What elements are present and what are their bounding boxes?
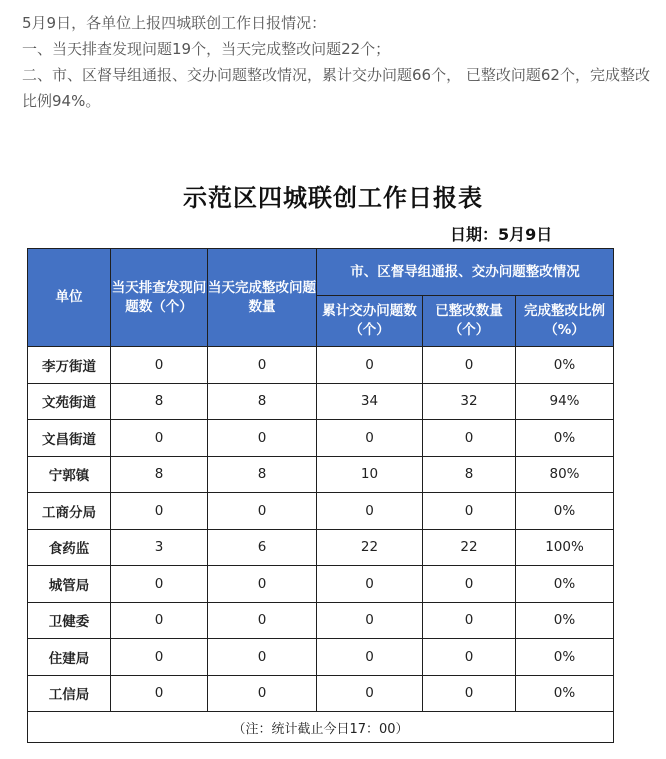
table-row — [28, 675, 614, 712]
cell-fixed: 8 — [208, 456, 317, 493]
cell-rectified: 0 — [423, 493, 516, 530]
cell-ratio: 80% — [516, 456, 614, 493]
cell-found: 0 — [111, 639, 208, 676]
header-group: 市、区督导组通报、交办问题整改情况 — [317, 249, 614, 296]
cell-assigned: 22 — [317, 529, 423, 566]
cell-unit: 住建局 — [28, 639, 111, 676]
report-title: 示范区四城联创工作日报表 — [183, 184, 483, 212]
header-found: 当天排查发现问题数（个） — [111, 249, 208, 347]
cell-fixed: 0 — [208, 639, 317, 676]
cell-found: 0 — [111, 420, 208, 457]
cell-found: 0 — [111, 602, 208, 639]
header-rectified: 已整改数量（个） — [423, 296, 516, 347]
cell-assigned: 0 — [317, 493, 423, 530]
cell-found: 0 — [111, 675, 208, 712]
cell-ratio: 0% — [516, 566, 614, 603]
cell-assigned: 0 — [317, 566, 423, 603]
cell-assigned: 0 — [317, 420, 423, 457]
cell-unit: 文苑街道 — [28, 383, 111, 420]
cell-fixed: 0 — [208, 347, 317, 384]
cell-found: 3 — [111, 529, 208, 566]
cell-assigned: 0 — [317, 347, 423, 384]
cell-assigned: 34 — [317, 383, 423, 420]
cell-rectified: 32 — [423, 383, 516, 420]
cell-unit: 文昌街道 — [28, 420, 111, 457]
cell-ratio: 0% — [516, 675, 614, 712]
cell-rectified: 8 — [423, 456, 516, 493]
intro-line-1: 5月9日，各单位上报四城联创工作日报情况： — [22, 14, 327, 32]
cell-unit: 城管局 — [28, 566, 111, 603]
cell-rectified: 0 — [423, 639, 516, 676]
cell-rectified: 0 — [423, 675, 516, 712]
cell-ratio: 0% — [516, 347, 614, 384]
report-table — [27, 248, 614, 743]
cell-assigned: 0 — [317, 639, 423, 676]
note-row — [28, 712, 614, 743]
cell-rectified: 0 — [423, 347, 516, 384]
table-row — [28, 347, 614, 384]
cell-found: 0 — [111, 566, 208, 603]
table-row — [28, 566, 614, 603]
cell-assigned: 0 — [317, 675, 423, 712]
table-row — [28, 639, 614, 676]
cell-unit: 工商分局 — [28, 493, 111, 530]
cell-fixed: 6 — [208, 529, 317, 566]
table-note: （注：统计截止今日17：00） — [28, 712, 614, 743]
cell-fixed: 0 — [208, 493, 317, 530]
cell-ratio: 94% — [516, 383, 614, 420]
header-unit: 单位 — [28, 249, 111, 347]
table-row — [28, 383, 614, 420]
cell-ratio: 0% — [516, 420, 614, 457]
report-date: 日期：5月9日 — [450, 225, 553, 244]
header-assigned: 累计交办问题数（个） — [317, 296, 423, 347]
cell-fixed: 8 — [208, 383, 317, 420]
cell-unit: 宁郭镇 — [28, 456, 111, 493]
table-row — [28, 493, 614, 530]
cell-fixed: 0 — [208, 602, 317, 639]
intro-line-2: 一、当天排查发现问题19个，当天完成整改问题22个； — [22, 40, 391, 58]
cell-fixed: 0 — [208, 675, 317, 712]
cell-assigned: 0 — [317, 602, 423, 639]
table-row — [28, 529, 614, 566]
cell-ratio: 100% — [516, 529, 614, 566]
cell-unit: 工信局 — [28, 675, 111, 712]
cell-found: 8 — [111, 456, 208, 493]
header-fixed: 当天完成整改问题数量 — [208, 249, 317, 347]
cell-unit: 卫健委 — [28, 602, 111, 639]
cell-rectified: 0 — [423, 602, 516, 639]
cell-unit: 李万街道 — [28, 347, 111, 384]
cell-assigned: 10 — [317, 456, 423, 493]
header-ratio: 完成整改比例（%） — [516, 296, 614, 347]
cell-ratio: 0% — [516, 493, 614, 530]
cell-found: 0 — [111, 493, 208, 530]
intro-line-3: 二、市、区督导组通报、交办问题整改情况，累计交办问题66个， 已整改问题62个，完成整改比例94%。 — [22, 66, 650, 110]
cell-fixed: 0 — [208, 566, 317, 603]
cell-ratio: 0% — [516, 639, 614, 676]
cell-unit: 食药监 — [28, 529, 111, 566]
cell-rectified: 0 — [423, 566, 516, 603]
cell-found: 0 — [111, 347, 208, 384]
cell-ratio: 0% — [516, 602, 614, 639]
table-row — [28, 456, 614, 493]
intro-text — [22, 10, 652, 114]
cell-rectified: 22 — [423, 529, 516, 566]
table-row — [28, 420, 614, 457]
table-row — [28, 602, 614, 639]
cell-fixed: 0 — [208, 420, 317, 457]
cell-found: 8 — [111, 383, 208, 420]
cell-rectified: 0 — [423, 420, 516, 457]
